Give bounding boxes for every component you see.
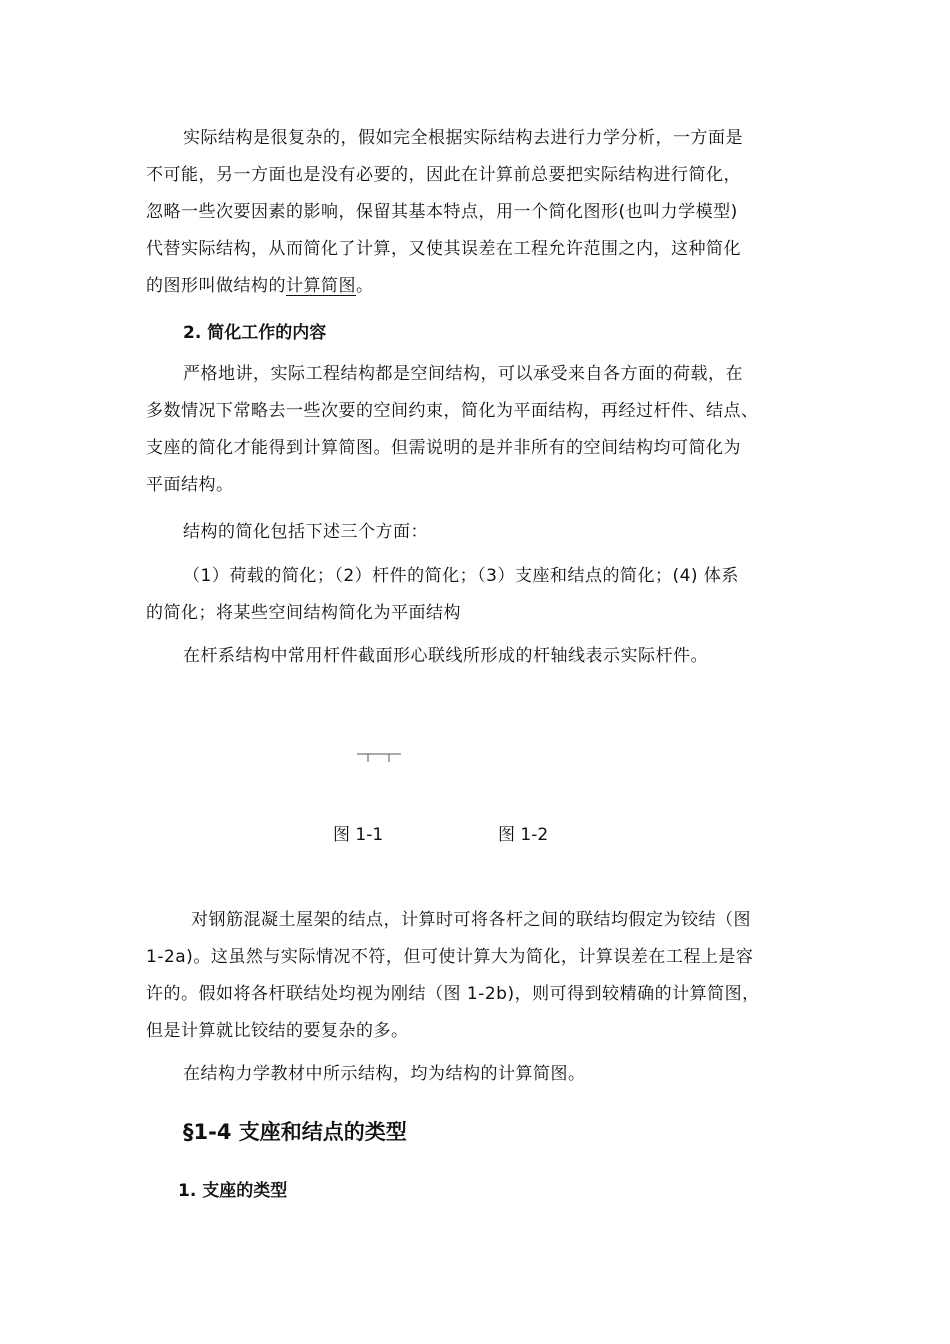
- text-line: 结构的简化包括下述三个方面：: [183, 522, 428, 542]
- text-line: 的简化；将某些空间结构简化为平面结构: [146, 603, 461, 623]
- text-line: 但是计算就比铰结的要复杂的多。: [146, 1021, 409, 1041]
- paragraph-calculation-diagram-definition: [146, 120, 806, 305]
- text-line: 平面结构。: [146, 475, 234, 495]
- text-line: 对钢筋混凝土屋架的结点，计算时可将各杆之间的联结均假定为铰结（图: [191, 910, 751, 930]
- text-line: 许的。假如将各杆联结处均视为刚结（图 1-2b)，则可得到较精确的计算简图，: [146, 984, 760, 1004]
- paragraph-spatial-to-planar: [146, 356, 806, 504]
- section-title: §1-4 支座和结点的类型: [183, 1120, 407, 1144]
- text-line: 多数情况下常略去一些次要的空间约束，简化为平面结构，再经过杆件、结点、: [146, 401, 759, 421]
- paragraph-member-axis: [146, 638, 806, 675]
- text-line: 实际结构是很复杂的，假如完全根据实际结构去进行力学分析，一方面是: [183, 128, 743, 148]
- text-line: 严格地讲，实际工程结构都是空间结构，可以承受来自各方面的荷载，在: [183, 364, 743, 384]
- paragraph-textbook-structures: [146, 1056, 806, 1093]
- text-fragment: 的图形叫做结构的: [146, 276, 286, 296]
- text-line: 忽略一些次要因素的影响，保留其基本特点，用一个简化图形(也叫力学模型): [146, 202, 738, 222]
- text-line: 代替实际结构，从而简化了计算，又使其误差在工程允许范围之内，这种简化: [146, 239, 741, 259]
- term-calculation-diagram: 计算简图: [286, 276, 356, 296]
- text-line: 支座的简化才能得到计算简图。但需说明的是并非所有的空间结构均可简化为: [146, 438, 741, 458]
- subheading-support-types: 1. 支座的类型: [178, 1181, 288, 1201]
- paragraph-three-aspects: [146, 514, 806, 551]
- paragraph-simplification-list: [146, 558, 806, 632]
- text-line: 在结构力学教材中所示结构，均为结构的计算简图。: [183, 1064, 586, 1084]
- text-line: [146, 268, 806, 305]
- text-line: 不可能，另一方面也是没有必要的，因此在计算前总要把实际结构进行简化，: [146, 165, 741, 185]
- figure-fragment: [355, 750, 405, 764]
- figure-caption-1-1: 图 1-1: [333, 825, 384, 845]
- text-line: 在杆系结构中常用杆件截面形心联线所形成的杆轴线表示实际杆件。: [183, 646, 708, 666]
- heading-simplification-content: 2. 简化工作的内容: [183, 323, 327, 343]
- figure-caption-1-2: 图 1-2: [498, 825, 549, 845]
- text-line: （1）荷载的简化；（2）杆件的简化；（3）支座和结点的简化；(4) 体系: [183, 566, 739, 586]
- paragraph-truss-joints: [146, 902, 806, 1050]
- text-line: 1-2a)。这虽然与实际情况不符，但可使计算大为简化，计算误差在工程上是容: [146, 947, 754, 967]
- text-fragment: 。: [356, 276, 374, 296]
